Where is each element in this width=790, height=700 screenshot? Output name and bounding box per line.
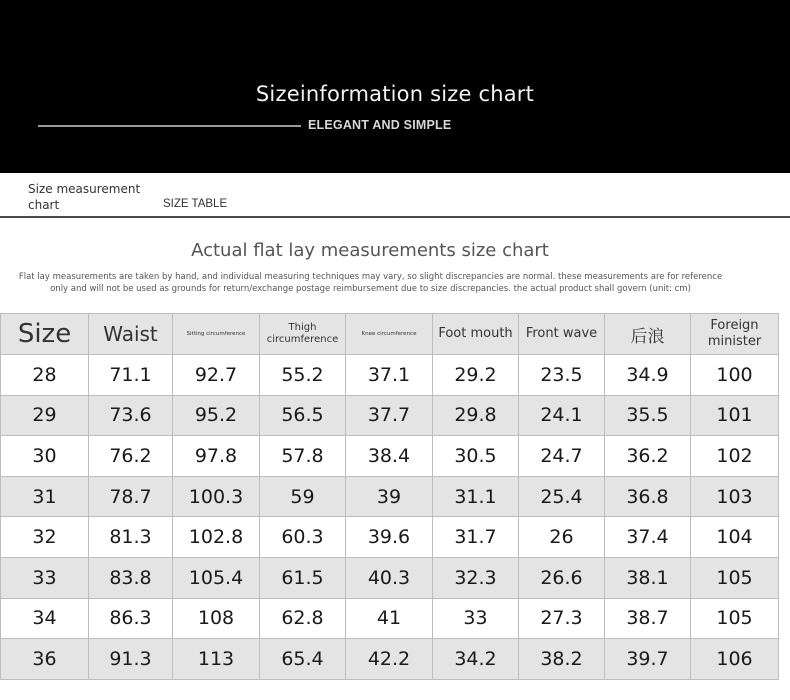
banner-subtitle: ELEGANT AND SIMPLE: [308, 118, 452, 132]
cell-front-wave: 24.7: [519, 436, 605, 477]
header-front-wave: Front wave: [519, 314, 605, 355]
cell-foreign-minister: 101: [691, 395, 779, 436]
cell-thigh-circumference: 65.4: [260, 639, 346, 680]
cell-back-wave: 38.7: [605, 598, 691, 639]
header-banner: [0, 0, 790, 173]
cell-size: 34: [1, 598, 89, 639]
header-sitting-circumference: Sitting circumference: [173, 314, 260, 355]
cell-knee-circumference: 42.2: [346, 639, 433, 680]
cell-foreign-minister: 100: [691, 355, 779, 396]
cell-knee-circumference: 37.1: [346, 355, 433, 396]
cell-size: 29: [1, 395, 89, 436]
cell-foot-mouth: 33: [433, 598, 519, 639]
header-foreign-minister: Foreign minister: [691, 314, 779, 355]
cell-waist: 81.3: [89, 517, 173, 558]
cell-back-wave: 38.1: [605, 557, 691, 598]
cell-size: 28: [1, 355, 89, 396]
size-table: [0, 313, 779, 680]
cell-thigh-circumference: 55.2: [260, 355, 346, 396]
cell-sitting-circumference: 113: [173, 639, 260, 680]
cell-thigh-circumference: 57.8: [260, 436, 346, 477]
cell-foot-mouth: 29.8: [433, 395, 519, 436]
header-back-wave: 后浪: [605, 314, 691, 355]
measurement-disclaimer: Flat lay measurements are taken by hand, and individual measuring techniques may vary, so slight discrepancies are normal. these measurements are for reference only and will not be used as grounds for return/exchange postage reimbursement due to size discrepancies. the actual product shall govern (unit: cm): [18, 272, 723, 294]
cell-knee-circumference: 37.7: [346, 395, 433, 436]
cell-knee-circumference: 39: [346, 476, 433, 517]
banner-title: Sizeinformation size chart: [255, 82, 535, 106]
table-row: [1, 517, 779, 558]
table-row: [1, 436, 779, 477]
cell-thigh-circumference: 59: [260, 476, 346, 517]
table-row: [1, 598, 779, 639]
cell-back-wave: 37.4: [605, 517, 691, 558]
cell-waist: 91.3: [89, 639, 173, 680]
cell-size: 33: [1, 557, 89, 598]
cell-sitting-circumference: 108: [173, 598, 260, 639]
header-thigh-circumference: Thigh circumference: [260, 314, 346, 355]
cell-sitting-circumference: 97.8: [173, 436, 260, 477]
cell-size: 32: [1, 517, 89, 558]
cell-foreign-minister: 104: [691, 517, 779, 558]
cell-back-wave: 36.8: [605, 476, 691, 517]
cell-foot-mouth: 29.2: [433, 355, 519, 396]
cell-back-wave: 39.7: [605, 639, 691, 680]
cell-sitting-circumference: 100.3: [173, 476, 260, 517]
cell-sitting-circumference: 105.4: [173, 557, 260, 598]
cell-front-wave: 38.2: [519, 639, 605, 680]
cell-foot-mouth: 32.3: [433, 557, 519, 598]
cell-back-wave: 34.9: [605, 355, 691, 396]
cell-sitting-circumference: 92.7: [173, 355, 260, 396]
header-size: Size: [1, 314, 89, 355]
cell-size: 36: [1, 639, 89, 680]
cell-front-wave: 24.1: [519, 395, 605, 436]
table-body: [1, 355, 779, 680]
cell-knee-circumference: 41: [346, 598, 433, 639]
cell-waist: 71.1: [89, 355, 173, 396]
cell-size: 30: [1, 436, 89, 477]
cell-front-wave: 25.4: [519, 476, 605, 517]
table-row: [1, 639, 779, 680]
cell-thigh-circumference: 56.5: [260, 395, 346, 436]
cell-sitting-circumference: 95.2: [173, 395, 260, 436]
cell-back-wave: 36.2: [605, 436, 691, 477]
cell-knee-circumference: 39.6: [346, 517, 433, 558]
section-divider: [0, 216, 790, 218]
cell-front-wave: 26.6: [519, 557, 605, 598]
cell-foot-mouth: 30.5: [433, 436, 519, 477]
cell-knee-circumference: 38.4: [346, 436, 433, 477]
cell-thigh-circumference: 61.5: [260, 557, 346, 598]
table-row: [1, 476, 779, 517]
cell-waist: 78.7: [89, 476, 173, 517]
header-foot-mouth: Foot mouth: [433, 314, 519, 355]
cell-waist: 76.2: [89, 436, 173, 477]
chart-title: Actual flat lay measurements size chart: [191, 240, 549, 261]
cell-front-wave: 27.3: [519, 598, 605, 639]
size-measurement-label: Size measurement chart: [28, 182, 141, 212]
cell-waist: 73.6: [89, 395, 173, 436]
cell-front-wave: 23.5: [519, 355, 605, 396]
cell-knee-circumference: 40.3: [346, 557, 433, 598]
table-header-row: [1, 314, 779, 355]
table-row: [1, 557, 779, 598]
cell-front-wave: 26: [519, 517, 605, 558]
cell-foreign-minister: 103: [691, 476, 779, 517]
cell-waist: 86.3: [89, 598, 173, 639]
cell-sitting-circumference: 102.8: [173, 517, 260, 558]
cell-foot-mouth: 31.1: [433, 476, 519, 517]
cell-foreign-minister: 106: [691, 639, 779, 680]
cell-foot-mouth: 31.7: [433, 517, 519, 558]
table-row: [1, 395, 779, 436]
header-waist: Waist: [89, 314, 173, 355]
banner-divider-line: [38, 125, 301, 127]
cell-thigh-circumference: 62.8: [260, 598, 346, 639]
cell-back-wave: 35.5: [605, 395, 691, 436]
size-table-label: SIZE TABLE: [163, 198, 228, 210]
cell-thigh-circumference: 60.3: [260, 517, 346, 558]
cell-foot-mouth: 34.2: [433, 639, 519, 680]
table-row: [1, 355, 779, 396]
cell-foreign-minister: 102: [691, 436, 779, 477]
cell-foreign-minister: 105: [691, 557, 779, 598]
cell-waist: 83.8: [89, 557, 173, 598]
cell-foreign-minister: 105: [691, 598, 779, 639]
cell-size: 31: [1, 476, 89, 517]
header-knee-circumference: Knee circumference: [346, 314, 433, 355]
